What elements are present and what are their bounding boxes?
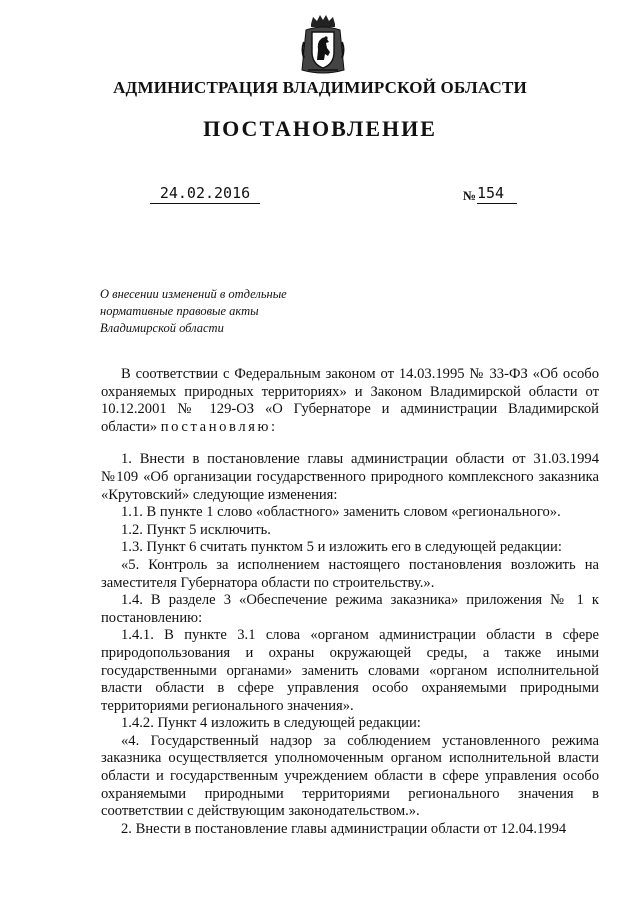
body-paragraph: «5. Контроль за исполнением настоящего постановления возложить на заместителя Губернатора области по строительству.». <box>101 556 599 591</box>
body-paragraph: 1.4. В разделе 3 «Обеспечение режима заказника» приложения № 1 к постановлению: <box>101 592 599 626</box>
body-paragraph: 1.4.2. Пункт 4 изложить в следующей редакции: <box>121 715 421 732</box>
number-label: № <box>463 188 477 203</box>
coat-of-arms-icon <box>296 12 350 76</box>
document-subject <box>100 286 340 337</box>
subject-line: О внесении изменений в отдельные <box>100 287 287 301</box>
body-paragraph: «4. Государственный надзор за соблюдением установленного режима заказника осуществляется уполномоченным органом исполнительной власти области и государственным учреждением области в сфере управления особо охраняемыми природными территориями регионального значения в соответствии с действующим законодательством.». <box>101 732 599 820</box>
subject-line: нормативные правовые акты <box>100 304 259 318</box>
body-paragraph: 1.4.1. В пункте 3.1 слова «органом администрации области в сфере природопользования и охраны окружающей среды, а также иными государственными органами» заменить словами «органом исполнительной власти области в сфере управления особо охраняемыми природными территориями регионального значения». <box>101 627 599 714</box>
document-title: ПОСТАНОВЛЕНИЕ <box>203 116 437 141</box>
preamble-text: В соответствии с Федеральным законом от 14.03.1995 № 33-ФЗ «Об особо охраняемых природных территориях» и Законом Владимирской области от 10.12.2001 № 129-ОЗ «О Губернаторе и администрации Владимирской области» <box>101 366 599 435</box>
document-date: 24.02.2016 <box>150 184 260 204</box>
body-paragraph: 2. Внести в постановление главы администрации области от 12.04.1994 <box>121 820 567 837</box>
document-number: 154 <box>477 184 517 204</box>
resolution-word: постановляю: <box>160 418 278 435</box>
body-paragraph: 1.3. Пункт 6 считать пунктом 5 и изложить его в следующей редакции: <box>121 539 562 556</box>
organization-name: АДМИНИСТРАЦИЯ ВЛАДИМИРСКОЙ ОБЛАСТИ <box>113 78 527 97</box>
body-paragraph: 1.2. Пункт 5 исключить. <box>121 521 271 538</box>
preamble-paragraph <box>101 366 599 436</box>
subject-line: Владимирской области <box>100 321 224 335</box>
body-paragraph: 1.1. В пункте 1 слово «областного» заменить словом «регионального». <box>121 504 561 521</box>
body-paragraph: 1. Внести в постановление главы администрации области от 31.03.1994 №109 «Об организации государственного природного комплексного заказника «Крутовский» следующие изменения: <box>101 451 599 503</box>
document-body <box>101 366 599 838</box>
